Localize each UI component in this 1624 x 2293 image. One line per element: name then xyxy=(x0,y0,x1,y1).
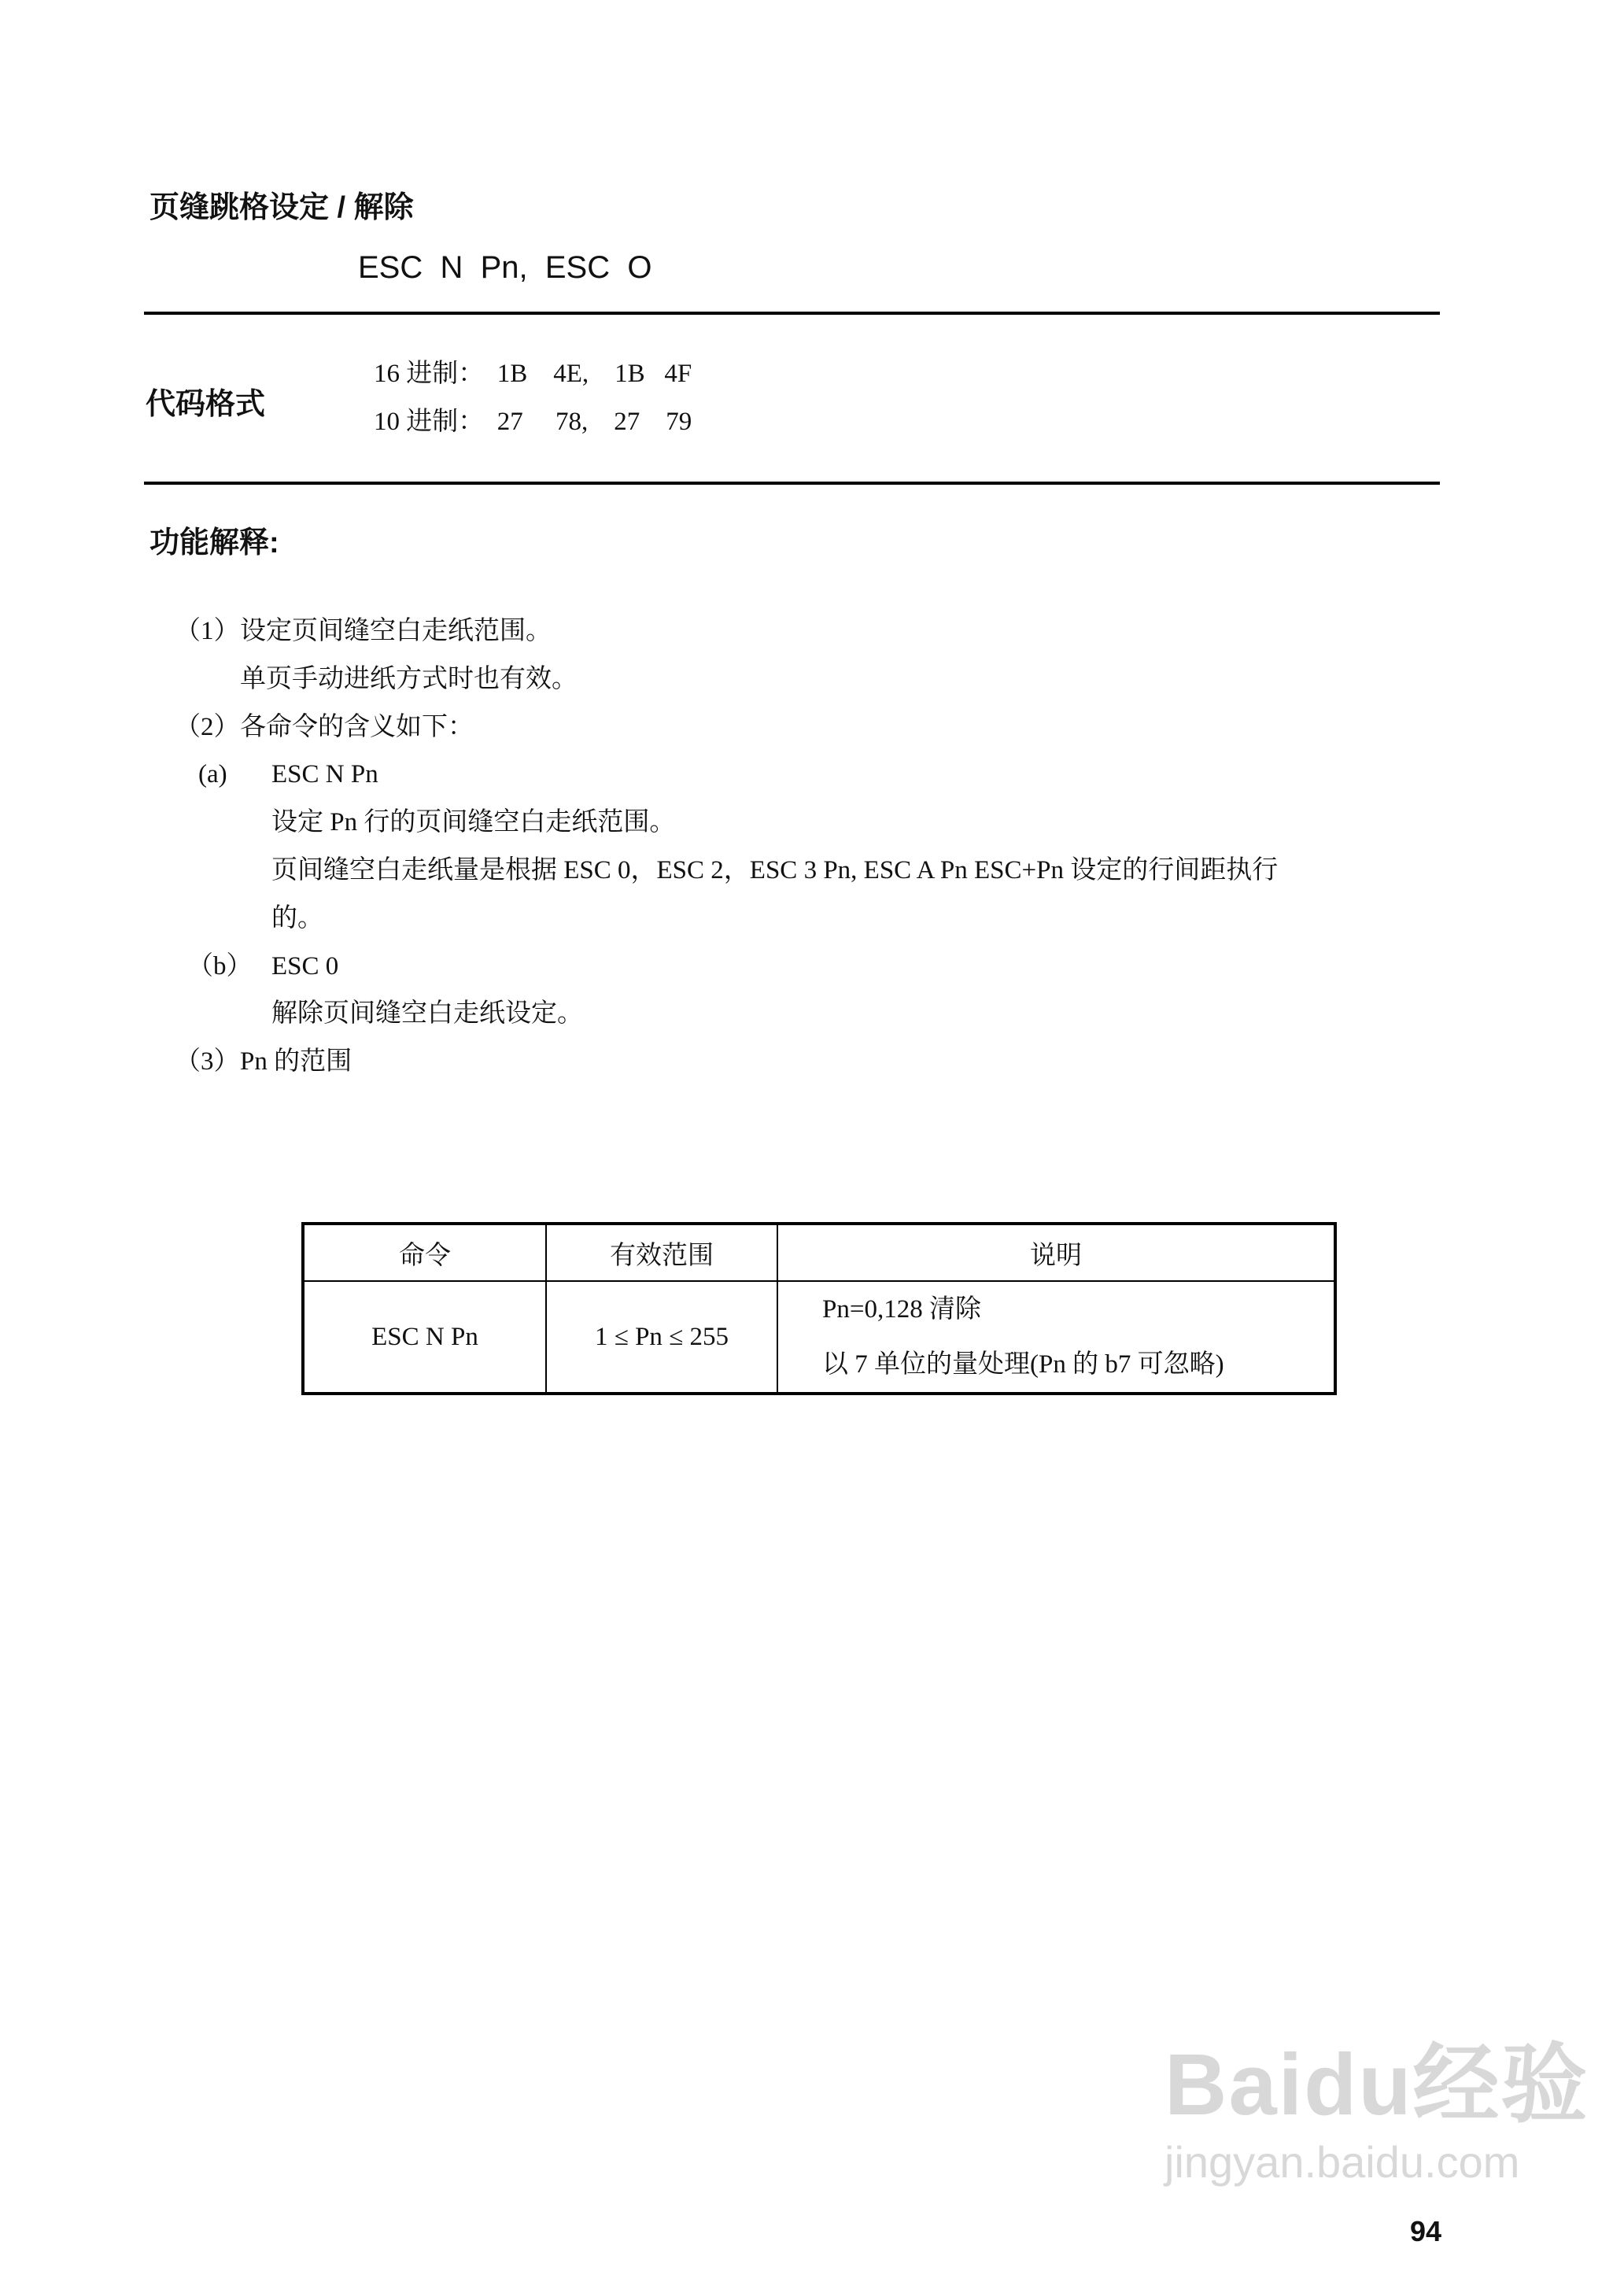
page-number: 94 xyxy=(1410,2215,1442,2247)
list-item: 设定页间缝空白走纸范围。 xyxy=(240,617,552,645)
header-command: 命令 xyxy=(303,1224,546,1281)
divider xyxy=(144,312,1440,315)
pn-range-table xyxy=(301,1222,1337,1395)
list-item: 页间缝空白走纸量是根据 ESC 0，ESC 2，ESC 3 Pn, ESC A Pn ESC+Pn 设定的行间距执行 xyxy=(271,856,1279,884)
table-header-row xyxy=(303,1224,1335,1281)
dec-code-line: 10 进制： 27 78, 27 79 xyxy=(374,408,692,436)
item-number: （b） xyxy=(187,952,253,980)
list-item: 各命令的含义如下： xyxy=(240,713,474,741)
list-item: ESC N Pn xyxy=(271,760,378,788)
item-number: （1） xyxy=(175,617,240,645)
code-format-label: 代码格式 xyxy=(146,388,266,421)
function-label: 功能解释: xyxy=(149,526,279,559)
cell-range: 1 ≤ Pn ≤ 255 xyxy=(546,1281,777,1394)
header-range: 有效范围 xyxy=(546,1224,777,1281)
watermark-url: jingyan.baidu.com xyxy=(1164,2137,1520,2187)
table-row xyxy=(303,1281,1335,1394)
list-item: 的。 xyxy=(271,904,323,932)
section-title: 页缝跳格设定 / 解除 xyxy=(149,191,414,224)
watermark-brand: Baidu经验 xyxy=(1164,2036,1589,2133)
description-line: Pn=0,128 清除 xyxy=(822,1295,981,1324)
hex-code-line: 16 进制： 1B 4E, 1B 4F xyxy=(374,360,692,388)
description-line: 以 7 单位的量处理(Pn 的 b7 可忽略) xyxy=(822,1350,1224,1379)
list-item: 设定 Pn 行的页间缝空白走纸范围。 xyxy=(271,808,676,836)
list-item: 解除页间缝空白走纸设定。 xyxy=(271,999,583,1028)
item-number: （2） xyxy=(175,713,240,741)
baidu-watermark-logo xyxy=(1164,2038,1589,2188)
divider xyxy=(144,482,1440,485)
list-item: Pn 的范围 xyxy=(240,1047,352,1076)
header-description: 说明 xyxy=(777,1224,1335,1281)
cell-command: ESC N Pn xyxy=(303,1281,546,1394)
command-syntax: ESC N Pn, ESC O xyxy=(358,250,652,285)
item-number: （3） xyxy=(175,1047,240,1076)
list-item: 单页手动进纸方式时也有效。 xyxy=(240,665,578,693)
item-number: (a) xyxy=(198,760,227,788)
cell-description xyxy=(777,1281,1335,1394)
list-item: ESC 0 xyxy=(271,952,339,980)
